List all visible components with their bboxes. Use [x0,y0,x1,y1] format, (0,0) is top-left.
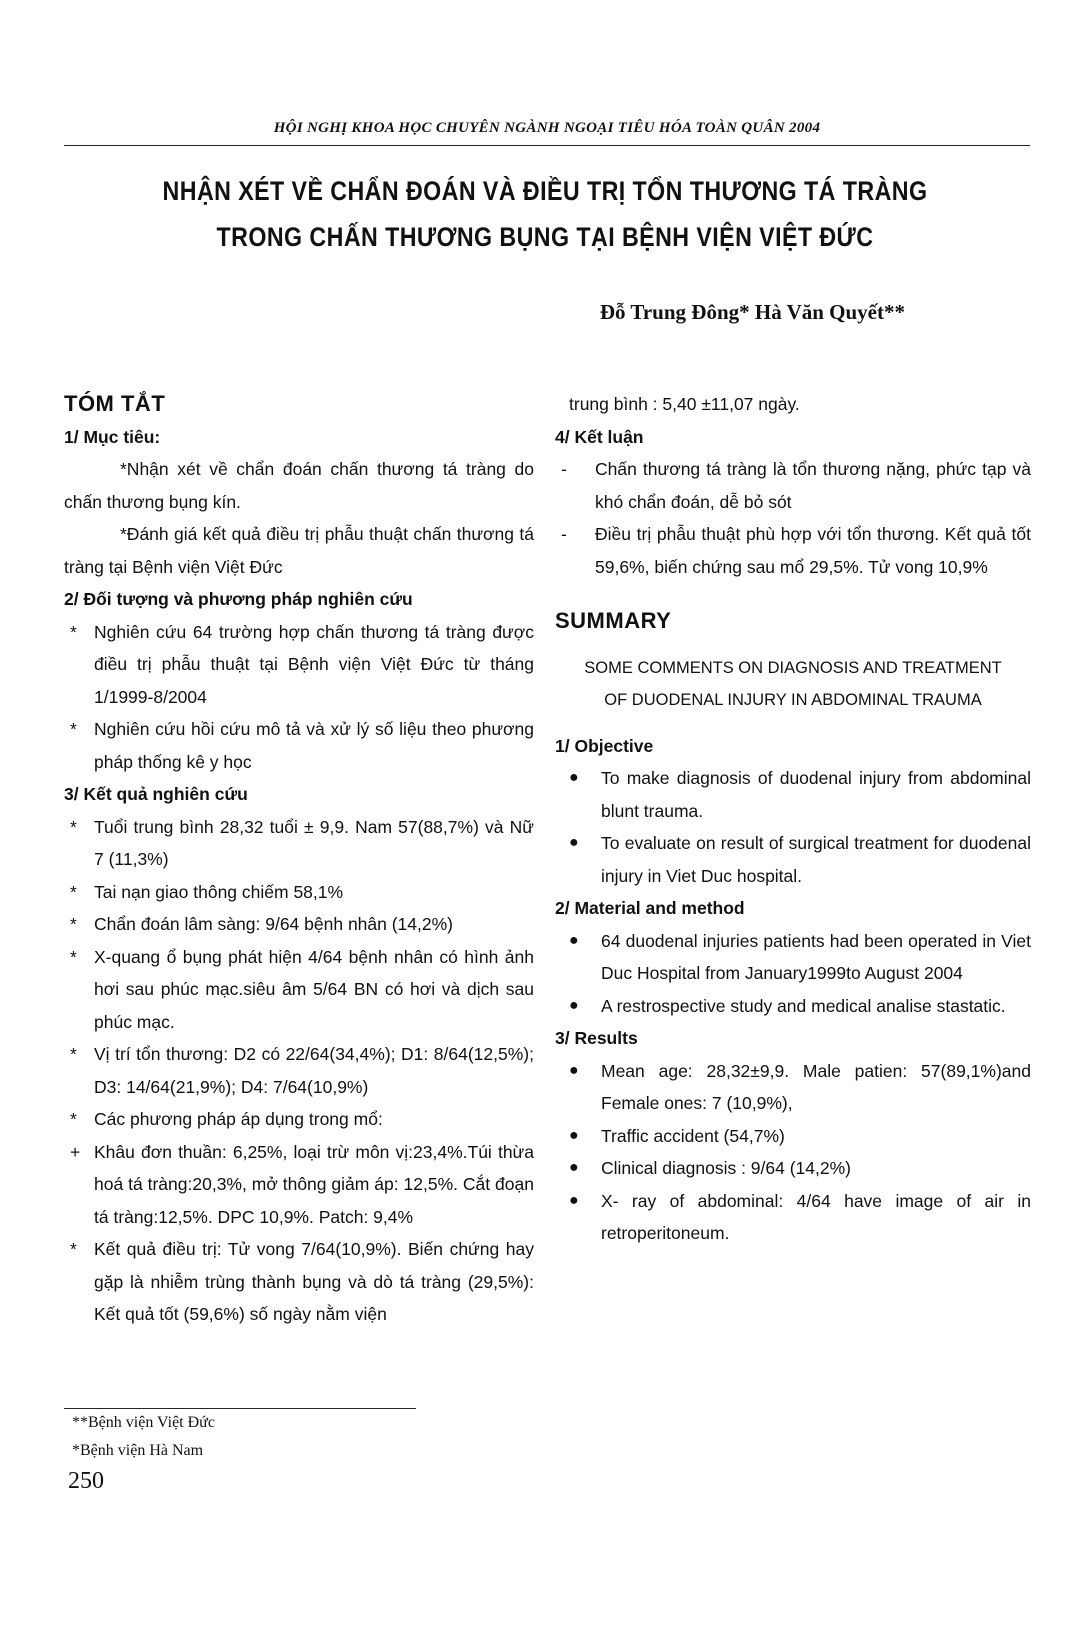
list-item-text: To evaluate on result of surgical treatment for duodenal injury in Viet Duc hospital. [601,833,1031,886]
running-header: HỘI NGHỊ KHOA HỌC CHUYÊN NGÀNH NGOẠI TIÊU HÓA TOÀN QUÂN 2004 [273,120,821,136]
footnote-rule [64,1408,416,1409]
paper-title-line-1: NHẬN XÉT VỀ CHẨN ĐOÁN VÀ ĐIỀU TRỊ TỔN THƯƠNG TÁ TRÀNG [162,176,928,206]
results-heading-en: 3/ Results [555,1028,638,1048]
objective-paragraph-2: *Đánh giá kết quả điều trị phẫu thuật chấn thương tá tràng tại Bệnh viện Việt Đức [64,524,534,577]
objective-paragraph-1: *Nhận xét về chẩn đoán chấn thương tá tràng do chấn thương bụng kín. [64,459,534,512]
dash-marker: - [561,459,567,479]
list-item-text: Mean age: 28,32±9,9. Male patien: 57(89,1%)and Female ones: 7 (10,9%), [601,1060,1031,1113]
list-item [555,1120,1031,1153]
bullet-marker: ● [569,834,579,851]
bullet-marker: ● [569,996,579,1014]
methods-heading-en: 2/ Material and method [555,898,745,918]
bullet-marker: ● [569,1191,579,1209]
list-item [555,453,1031,518]
list-item-text: Các phương pháp áp dụng trong mổ: [94,1109,383,1129]
list-item-text: Chấn thương tá tràng là tổn thương nặng, phức tạp và khó chẩn đoán, dễ bỏ sót [595,459,1031,512]
list-item [64,713,534,778]
list-marker: * [70,816,77,837]
list-item [555,990,1031,1023]
list-item [64,1136,534,1234]
bullet-marker: ● [569,931,579,949]
list-marker: * [70,1044,77,1064]
list-marker: * [70,881,77,902]
list-item-text: Khâu đơn thuần: 6,25%, loại trừ môn vị:23,4%.Túi thừa hoá tá tràng:20,3%, mở thông giảm áp: 12,5%. Cắt đoạn tá tràng:12,5%. DPC 10,9%. Patch: 9,4% [94,1141,534,1227]
results-heading-vi: 3/ Kết quả nghiên cứu [64,784,248,804]
list-item [64,616,534,714]
conclusion-heading-vi: 4/ Kết luận [555,426,644,447]
summary-heading: SUMMARY [555,608,672,633]
continued-text: trung bình : 5,40 ±11,07 ngày. [569,394,800,414]
list-item [555,925,1031,990]
list-marker: * [70,946,77,967]
page-number: 250 [68,1468,104,1494]
bullet-marker: ● [569,769,579,786]
list-item [555,827,1031,892]
asterisk-marker: * [70,621,77,642]
list-item-text: Tuổi trung bình 28,32 tuổi ± 9,9. Nam 57(88,7%) và Nữ 7 (11,3%) [94,816,534,869]
paper-title-line-2: TRONG CHẤN THƯƠNG BỤNG TẠI BỆNH VIỆN VIỆT ĐỨC [216,222,874,252]
dash-marker: - [561,524,567,544]
list-marker: * [70,1239,77,1259]
list-item [64,908,534,941]
list-item [64,811,534,876]
right-column [555,388,1031,1250]
list-item [64,1038,534,1103]
list-item-text: Nghiên cứu 64 trường hợp chấn thương tá tràng được điều trị phẫu thuật tại Bệnh viện Việt Đức từ tháng 1/1999-8/2004 [94,621,534,707]
list-item-text: Clinical diagnosis : 9/64 (14,2%) [601,1158,851,1178]
asterisk-marker: * [70,719,77,739]
list-item [555,1152,1031,1185]
footnote-2: *Bệnh viện Hà Nam [72,1442,204,1459]
list-marker: * [70,1109,77,1129]
list-item-text: X- ray of abdominal: 4/64 have image of air in retroperitoneum. [601,1190,1031,1243]
list-item [64,1233,534,1331]
header-rule [64,145,1030,146]
list-item-text: Kết quả điều trị: Tử vong 7/64(10,9%). Biến chứng hay gặp là nhiễm trùng thành bụng và dò tá tràng (29,5%): Kết quả tốt (59,6%) số ngày nằm viện [94,1239,534,1324]
list-item-text: A restrospective study and medical analise stastatic. [601,995,1006,1016]
summary-title-line-1: SOME COMMENTS ON DIAGNOSIS AND TREATMENT [584,658,1002,677]
list-item [64,1103,534,1136]
list-marker: + [70,1141,81,1162]
list-item [64,941,534,1039]
list-item-text: Tai nạn giao thông chiếm 58,1% [94,881,344,902]
list-item [555,762,1031,827]
footnote-1: **Bệnh viện Việt Đức [72,1414,215,1431]
list-item-text: Vị trí tổn thương: D2 có 22/64(34,4%); D1: 8/64(12,5%); D3: 14/64(21,9%); D4: 7/64(10,9%) [94,1044,534,1097]
list-item-text: Điều trị phẫu thuật phù hợp với tổn thương. Kết quả tốt 59,6%, biến chứng sau mổ 29,5%. Tử vong 10,9% [595,524,1031,577]
objective-heading-en: 1/ Objective [555,735,654,756]
bullet-marker: ● [569,1126,579,1144]
list-item [555,1055,1031,1120]
list-item [555,1185,1031,1250]
bullet-marker: ● [569,1159,579,1176]
objective-heading-vi: 1/ Mục tiêu: [64,426,161,447]
list-item-text: To make diagnosis of duodenal injury from abdominal blunt trauma. [601,768,1031,821]
list-item-text: X-quang ổ bụng phát hiện 4/64 bệnh nhân có hình ảnh hơi sau phúc mạc.siêu âm 5/64 BN có hơi và dịch sau phúc mạc. [94,946,534,1032]
bullet-marker: ● [569,1061,579,1079]
left-column [64,388,534,1331]
authors: Đỗ Trung Đông* Hà Văn Quyết** [599,300,905,324]
abstract-heading: TÓM TẮT [64,391,166,416]
list-item [64,876,534,909]
list-item [555,518,1031,583]
list-item-text: Chẩn đoán lâm sàng: 9/64 bệnh nhân (14,2%) [94,914,454,934]
list-item-text: Nghiên cứu hồi cứu mô tả và xử lý số liệu theo phương pháp thống kê y học [94,719,534,772]
list-item-text: Traffic accident (54,7%) [601,1125,785,1146]
summary-title-line-2: OF DUODENAL INJURY IN ABDOMINAL TRAUMA [604,690,982,709]
list-item-text: 64 duodenal injuries patients had been operated in Viet Duc Hospital from January1999to August 2004 [601,930,1031,983]
methods-heading-vi: 2/ Đối tượng và phương pháp nghiên cứu [64,589,413,609]
list-marker: * [70,914,77,934]
